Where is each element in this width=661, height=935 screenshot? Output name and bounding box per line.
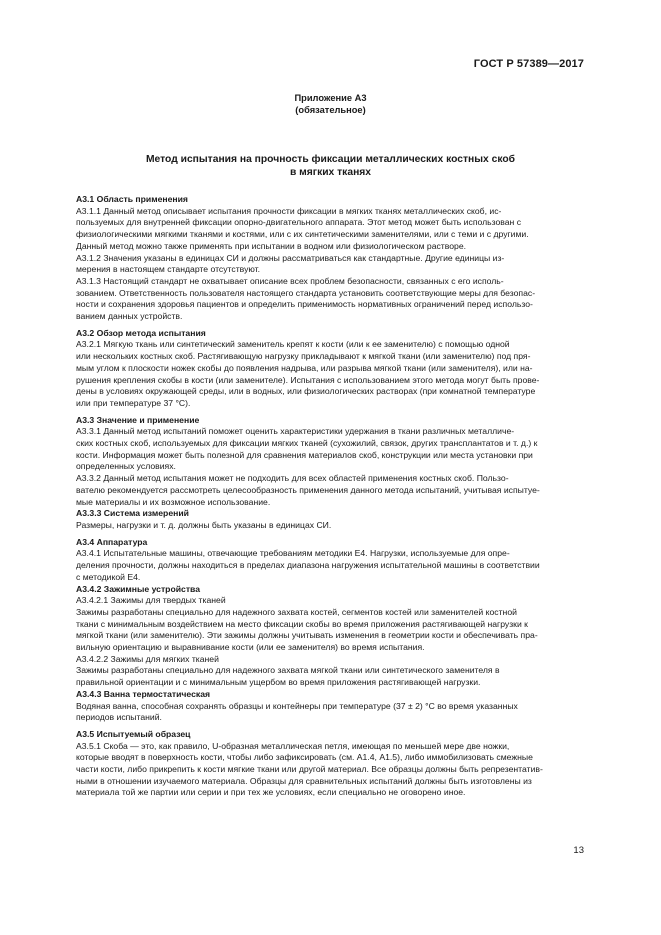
paragraph-line: А3.3.2 Данный метод испытания может не подходить для всех областей применения костных скоб. Пользо- [76, 473, 509, 484]
paragraph-line: А3.5.1 Скоба — это, как правило, U-образная металлическая петля, имеющая по меньшей мере две ножки, [76, 740, 510, 751]
paragraph-line: которые вводят в поверхность кости, чтобы либо зафиксировать (см. А1.4, А1.5), либо иммобилизовать смежные [76, 752, 533, 763]
paragraph-line: Зажимы разработаны специально для надежного захвата костей, сегментов костей или заменителей костной [76, 606, 517, 617]
paragraph-line: мые материалы и их возможное использование. [76, 496, 271, 507]
appendix-heading [0, 92, 661, 116]
paragraph-line: вильную ориентацию и выравнивание кости (или ее заменителя) во время испытания. [76, 642, 425, 653]
method-title [0, 153, 661, 179]
paragraph-line: правильной ориентации и с минимальным ущербом во время приложения растягивающей нагрузки. [76, 677, 481, 688]
paragraph-line: пользуемых для внутренней фиксации опорно-двигательного аппарата. Этот метод может быть использован с [76, 217, 522, 228]
subsection-heading: А3.4.2 Зажимные устройства [76, 583, 201, 594]
paragraph-line: А3.3.1 Данный метод испытаний поможет оценить характеристики удержания в ткани различных металличе- [76, 426, 515, 437]
paragraph-line: рушения крепления скобы в кости (или заменителе). Испытания с использованием этого метода могут быть прове- [76, 374, 540, 385]
method-title-line-2: в мягких тканях [289, 167, 372, 178]
paragraph-line: Водяная ванна, способная сохранять образцы и контейнеры при температуре (37 ± 2) °С во время указанных [76, 700, 518, 711]
paragraph-line: периодов испытаний. [76, 712, 162, 723]
paragraph-line: или при температуре 37 °С). [76, 397, 191, 408]
paragraph-line: ткани с минимальным воздействием на место фиксации скобы во время приложения растягивающей нагрузки к [76, 618, 528, 629]
paragraph-line: Размеры, нагрузки и т. д. должны быть указаны в единицах СИ. [76, 519, 332, 530]
paragraph [76, 520, 584, 532]
section-heading: А3.3 Значение и применение [76, 414, 200, 425]
paragraph-line: Зажимы разработаны специально для надежного захвата мягкой ткани или синтетического заменителя в [76, 665, 500, 676]
paragraph [76, 473, 584, 508]
section-heading: А3.2 Обзор метода испытания [76, 327, 206, 338]
appendix-subtitle: (обязательное) [295, 105, 366, 115]
paragraph [76, 548, 584, 583]
paragraph [76, 701, 584, 724]
paragraph-line: деления прочности, должны находиться в пределах диапазона нагружения испытательной машины в соответствии [76, 560, 540, 571]
section-heading: А3.5 Испытуемый образец [76, 728, 191, 739]
subsection-heading: А3.3.3 Система измерений [76, 508, 189, 519]
paragraph-line: А3.2.1 Мягкую ткань или синтетический заменитель крепят к кости (или к ее заменителю) с помощью одной [76, 339, 510, 350]
paragraph [76, 339, 584, 409]
paragraph-line: физиологическими мягкими тканями и костями, или с их синтетическими заменителями, или с теми и с другими. [76, 229, 529, 240]
paragraph-line: вателю рекомендуется рассмотреть целесообразность применения данного метода испытаний, учитывая испытуе- [76, 484, 540, 495]
paragraph-line: А3.1.3 Настоящий стандарт не охватывает описание всех проблем безопасности, связанных с его исполь- [76, 275, 504, 286]
section-heading: А3.1 Область применения [76, 194, 188, 204]
paragraph-line: ских костных скоб, используемых для фиксации мягких тканей (сухожилий, связок, других трансплантатов и т. д.) к [76, 438, 538, 449]
paragraph-line: с методикой Е4. [76, 571, 141, 582]
paragraph-line: части кости, либо прикрепить к кости мягкие ткани или другой материал. Все образцы должны быть репрезентатив- [76, 764, 543, 775]
paragraph-line: мягкой ткани (или заменителю). Эти зажимы должны учитывать изменения в геометрии кости и обеспечивать пра- [76, 630, 538, 641]
paragraph-line: мерения в настоящем стандарте отсутствуют. [76, 264, 261, 275]
paragraph [76, 741, 584, 800]
section-heading: А3.4 Аппаратура [76, 536, 148, 547]
paragraph [76, 654, 584, 666]
paragraph-line: А3.4.2.2 Зажимы для мягких тканей [76, 653, 219, 664]
paragraph-line: кости. Информация может быть полезной для сравнения материалов скоб, конструкции или места установки при [76, 449, 533, 460]
paragraph-line: Данный метод можно также применять при испытании в водном или физиологическом растворе. [76, 240, 467, 251]
paragraph-line: ными в отношении изучаемого материала. Образцы для сравнительных испытаний должны быть изготовлены из [76, 775, 532, 786]
appendix-title: Приложение А3 [294, 93, 367, 103]
paragraph-line: А3.4.2.1 Зажимы для твердых тканей [76, 595, 226, 606]
paragraph-line: определенных условиях. [76, 461, 176, 472]
subsection-heading: А3.4.3 Ванна термостатическая [76, 688, 211, 699]
paragraph [76, 206, 584, 253]
paragraph [76, 595, 584, 607]
paragraph [76, 607, 584, 654]
paragraph-line: дены в условиях окружающей среды, или в водных, или физиологических растворах (при комнатной температуре [76, 386, 536, 397]
paragraph-line: А3.1.1 Данный метод описывает испытания прочности фиксации в мягких тканях металлических скоб, ис- [76, 205, 502, 216]
page-number: 13 [573, 845, 584, 856]
paragraph [76, 426, 584, 473]
paragraph [76, 253, 584, 276]
paragraph-line: или нескольких костных скоб. Растягивающую нагрузку прикладывают к мягкой ткани (или заменителю) под пря- [76, 351, 531, 362]
paragraph-line: зованием. Ответственность пользователя настоящего стандарта установить соответствующие меры для безопас- [76, 287, 536, 298]
paragraph-line: ванием данных устройств. [76, 311, 183, 322]
paragraph-line: А3.1.2 Значения указаны в единицах СИ и должны рассматриваться как стандартные. Другие единицы из- [76, 252, 505, 263]
paragraph-line: материала той же партии или серии и при тех же условиях, если специально не оговорено иное. [76, 787, 466, 798]
paragraph-line: ности и сохранения здоровья пациентов и определить применимость нормативных ограничений перед использо- [76, 299, 533, 310]
paragraph [76, 276, 584, 323]
method-title-line-1: Метод испытания на прочность фиксации металлических костных скоб [145, 154, 516, 165]
paragraph-line: А3.4.1 Испытательные машины, отвечающие требованиям методики Е4. Нагрузки, используемые для опре- [76, 548, 510, 559]
document-code: ГОСТ Р 57389—2017 [473, 58, 584, 70]
document-body [76, 194, 584, 799]
paragraph-line: мым углом к плоскости ножек скобы до появления надрыва, или разрыва мягкой ткани (или заменителя), или на- [76, 362, 533, 373]
paragraph [76, 665, 584, 688]
